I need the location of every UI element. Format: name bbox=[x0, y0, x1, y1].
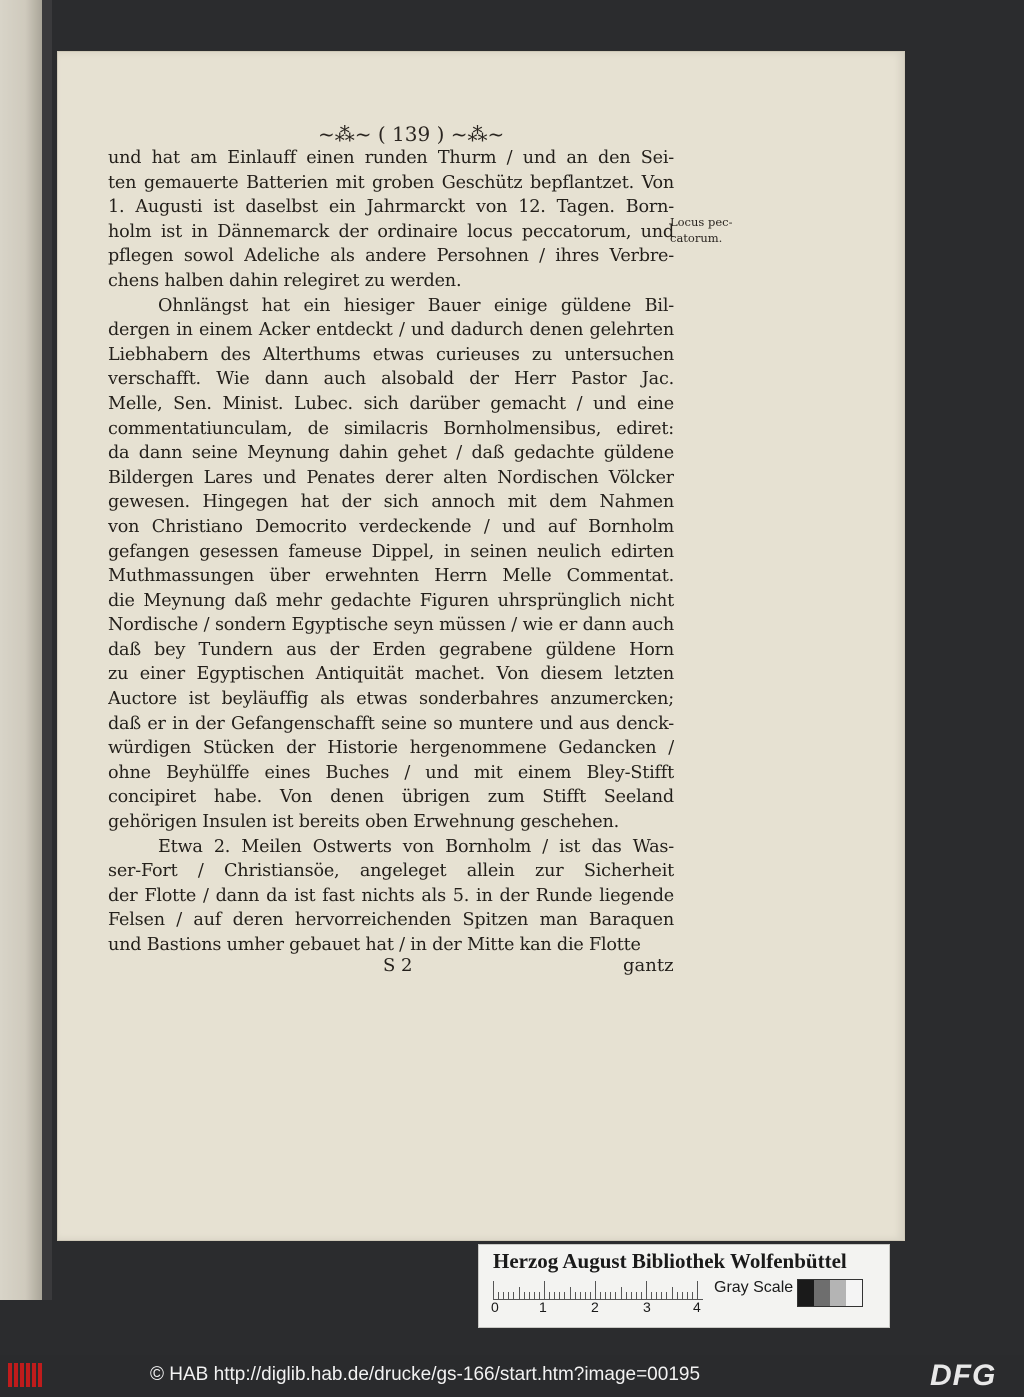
ruler-tick bbox=[513, 1292, 514, 1299]
ruler-tick bbox=[636, 1292, 637, 1299]
ruler-tick bbox=[503, 1292, 504, 1299]
text-line: gewesen. Hingegen hat der sich annoch mit dem Nahmen bbox=[108, 492, 674, 513]
ruler-label: 0 bbox=[491, 1299, 499, 1315]
margin-note-line: Locus pec- bbox=[670, 215, 733, 229]
text-line: chens halben dahin relegiret zu werden. bbox=[108, 270, 462, 291]
text-line: die Meynung daß mehr gedachte Figuren uhrsprünglich nicht bbox=[108, 590, 674, 611]
dfg-logo: DFG bbox=[930, 1359, 997, 1392]
ruler-tick bbox=[549, 1292, 550, 1299]
text-line: Bildergen Lares und Penates derer alten Nordischen Völcker bbox=[108, 467, 674, 488]
text-line: pflegen sowol Adeliche als andere Persohnen / ihres Verbre- bbox=[108, 246, 674, 267]
facing-page-edge bbox=[0, 0, 42, 1300]
text-line: würdigen Stücken der Historie hergenommene Gedancken / bbox=[108, 738, 674, 759]
ruler-tick bbox=[534, 1292, 535, 1299]
text-line: und hat am Einlauff einen runden Thurm / und an den Sei- bbox=[108, 148, 674, 168]
ruler-tick bbox=[631, 1292, 632, 1299]
ruler-tick bbox=[605, 1292, 606, 1299]
gray-swatch bbox=[830, 1280, 846, 1306]
book-gutter bbox=[42, 0, 52, 1300]
ruler-tick bbox=[493, 1281, 494, 1299]
ruler-tick bbox=[554, 1292, 555, 1299]
gray-swatch bbox=[798, 1280, 814, 1306]
ruler-tick bbox=[544, 1281, 545, 1299]
ruler-tick bbox=[498, 1292, 499, 1299]
header-ornament-right: ~⁂~ bbox=[444, 122, 505, 146]
ruler-tick bbox=[615, 1292, 616, 1299]
page-number: ( 139 ) bbox=[377, 122, 445, 146]
ruler-tick bbox=[580, 1292, 581, 1299]
gray-scale-swatches bbox=[797, 1279, 863, 1307]
text-line: Melle, Sen. Minist. Lubec. sich darüber gemacht / und eine bbox=[108, 393, 674, 414]
ruler-label: 4 bbox=[693, 1299, 701, 1315]
text-line: Muthmassungen über erwehnten Herrn Melle Commentat. bbox=[108, 566, 674, 587]
ruler-tick bbox=[621, 1287, 622, 1299]
text-line: gehörigen Insulen ist bereits oben Erwehnung geschehen. bbox=[108, 812, 620, 833]
text-line: zu einer Egyptischen Antiquität machet. Von diesem letzten bbox=[108, 664, 674, 685]
ruler-tick bbox=[595, 1281, 596, 1299]
ruler-tick bbox=[590, 1292, 591, 1299]
ruler-tick bbox=[529, 1292, 530, 1299]
scale-ruler bbox=[493, 1279, 703, 1300]
text-line: ten gemauerte Batterien mit groben Geschütz bepflantzet. Von bbox=[108, 172, 674, 193]
text-line: 1. Augusti ist daselbst ein Jahrmarckt von 12. Tagen. Born- bbox=[108, 197, 674, 218]
ruler-tick bbox=[651, 1292, 652, 1299]
ruler-tick bbox=[697, 1281, 698, 1299]
text-line: Felsen / auf deren hervorreichenden Spitzen man Baraquen bbox=[108, 910, 674, 931]
margin-note bbox=[670, 214, 760, 246]
ruler-tick bbox=[646, 1281, 647, 1299]
text-line: holm ist in Dännemarck der ordinaire locus peccatorum, und bbox=[108, 221, 674, 242]
ruler-label: 1 bbox=[539, 1299, 547, 1315]
ruler-tick bbox=[641, 1292, 642, 1299]
ruler-tick bbox=[564, 1292, 565, 1299]
ruler-tick bbox=[692, 1292, 693, 1299]
ruler-tick bbox=[539, 1292, 540, 1299]
text-line: der Flotte / dann da ist fast nichts als 5. in der Runde liegende bbox=[108, 885, 674, 906]
ruler-label: 3 bbox=[643, 1299, 651, 1315]
text-line: und Bastions umher gebauet hat / in der Mitte kan die Flotte bbox=[108, 935, 641, 955]
color-calibration-bar bbox=[478, 1244, 890, 1328]
ruler-tick bbox=[524, 1292, 525, 1299]
page-text bbox=[108, 146, 674, 958]
ruler-tick bbox=[508, 1292, 509, 1299]
catchword: gantz bbox=[623, 955, 674, 976]
ruler-tick bbox=[585, 1292, 586, 1299]
text-line: concipiret habe. Von denen übrigen zum Stifft Seeland bbox=[108, 787, 674, 808]
page-header bbox=[318, 122, 505, 146]
ruler-tick bbox=[519, 1287, 520, 1299]
text-line: Nordische / sondern Egyptische seyn müssen / wie er dann auch bbox=[108, 615, 674, 636]
text-line: dergen in einem Acker entdeckt / und dadurch denen gelehrten bbox=[108, 320, 674, 341]
ruler-tick bbox=[610, 1292, 611, 1299]
footer-bar bbox=[0, 1355, 1024, 1397]
ruler-tick bbox=[677, 1292, 678, 1299]
gray-swatch bbox=[814, 1280, 830, 1306]
ruler-tick bbox=[666, 1292, 667, 1299]
library-name: Herzog August Bibliothek Wolfenbüttel bbox=[493, 1249, 847, 1273]
ruler-tick bbox=[682, 1292, 683, 1299]
gray-swatch bbox=[846, 1280, 862, 1306]
header-ornament-left: ~⁂~ bbox=[318, 122, 378, 146]
ruler-tick bbox=[570, 1287, 571, 1299]
text-line: Liebhabern des Alterthums etwas curieuses zu untersuchen bbox=[108, 344, 674, 365]
text-line: daß er in der Gefangenschafft seine so muntere und aus denck- bbox=[108, 713, 674, 734]
ruler-label: 2 bbox=[591, 1299, 599, 1315]
ruler-tick bbox=[575, 1292, 576, 1299]
ruler-tick bbox=[687, 1292, 688, 1299]
gray-scale-label: Gray Scale bbox=[714, 1279, 794, 1296]
text-line: von Christiano Democrito verdeckende / und auf Bornholm bbox=[108, 516, 674, 537]
text-line: commentatiunculam, de similacris Bornholmensibus, ediret: bbox=[108, 418, 674, 439]
ruler-tick bbox=[626, 1292, 627, 1299]
text-line: ser-Fort / Christiansöe, angeleget allein zur Sicherheit bbox=[108, 861, 674, 882]
text-line: Ohnlängst hat ein hiesiger Bauer einige güldene Bil- bbox=[158, 295, 674, 316]
text-line: daß bey Tundern aus der Erden gegrabene güldene Horn bbox=[108, 639, 674, 660]
signature-mark: S 2 bbox=[383, 955, 413, 976]
hab-logo-icon bbox=[8, 1363, 42, 1387]
ruler-tick bbox=[656, 1292, 657, 1299]
text-line: verschafft. Wie dann auch alsobald der Herr Pastor Jac. bbox=[108, 369, 674, 390]
margin-note-line: catorum. bbox=[670, 231, 723, 245]
text-line: ohne Beyhülffe eines Buches / und mit einem Bley-Stifft bbox=[108, 762, 674, 783]
text-line: gefangen gesessen fameuse Dippel, in seinen neulich edirten bbox=[108, 541, 674, 562]
ruler-tick bbox=[661, 1292, 662, 1299]
ruler-tick bbox=[559, 1292, 560, 1299]
text-line: Auctore ist beyläuffig als etwas sonderbahres anzumercken; bbox=[108, 689, 674, 710]
ruler-tick bbox=[672, 1287, 673, 1299]
text-line: Etwa 2. Meilen Ostwerts von Bornholm / ist das Was- bbox=[158, 836, 674, 857]
ruler-tick bbox=[600, 1292, 601, 1299]
text-line: da dann seine Meynung dahin gehet / daß gedachte güldene bbox=[108, 443, 674, 464]
copyright-url[interactable]: © HAB http://diglib.hab.de/drucke/gs-166/start.htm?image=00195 bbox=[150, 1364, 701, 1385]
